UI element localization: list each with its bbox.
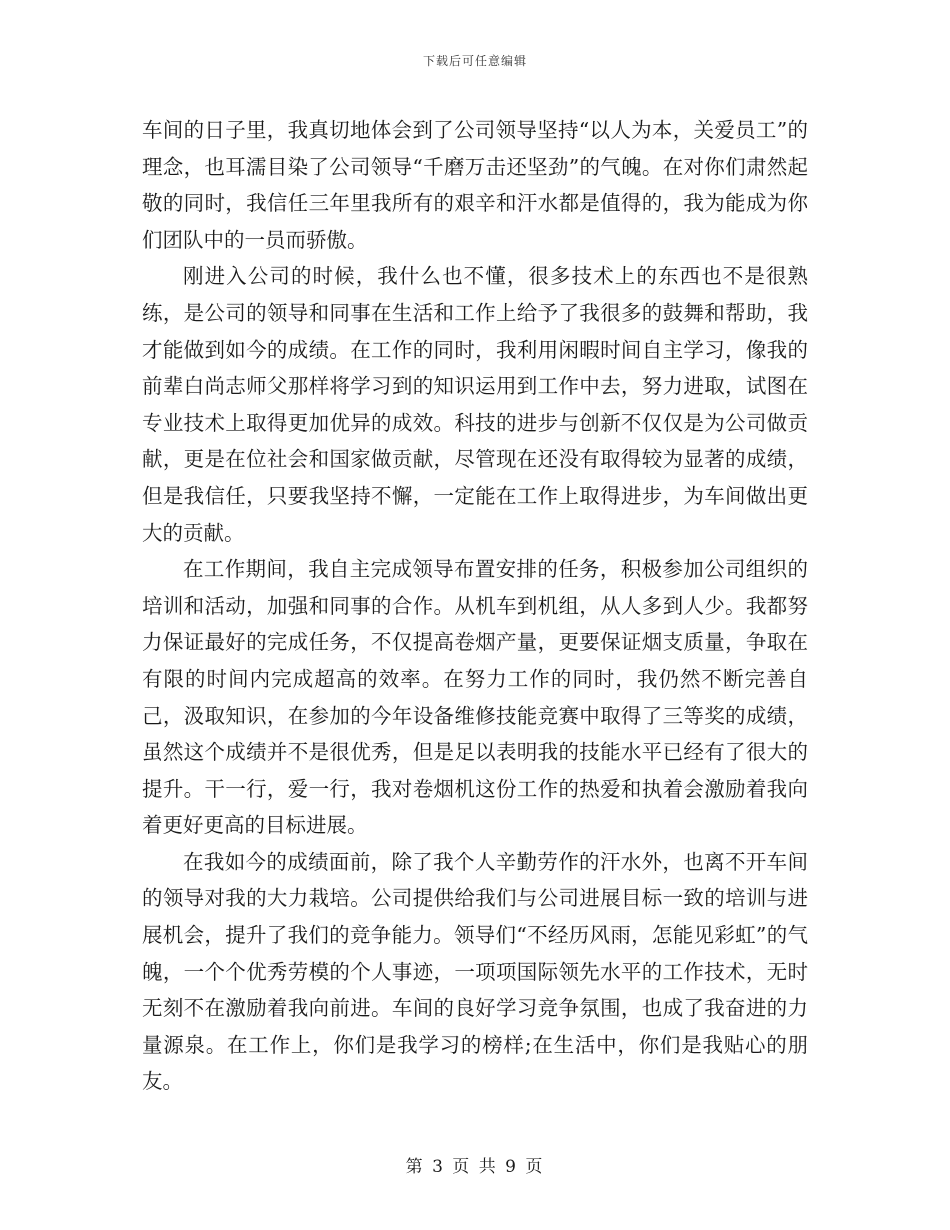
document-body (142, 112, 808, 1100)
paragraph-1: 车间的日子里，我真切地体会到了公司领导坚持“以人为本，关爱员工”的理念，也耳濡目染了公司领导“千磨万击还坚劲”的气魄。在对你们肃然起敬的同时，我信任三年里我所有的艰辛和汗水都是值得的，我为能成为你们团队中的一员而骄傲。 (142, 118, 808, 252)
paragraph-4: 在我如今的成绩面前，除了我个人辛勤劳作的汗水外，也离不开车间的领导对我的大力栽培。公司提供给我们与公司进展目标一致的培训与进展机会，提升了我们的竞争能力。领导们“不经历风雨，怎能见彩虹”的气魄，一个个优秀劳模的个人事迹，一项项国际领先水平的工作技术，无时无刻不在激励着我向前进。车间的良好学习竞争氛围，也成了我奋进的力量源泉。在工作上，你们是我学习的榜样;在生活中，你们是我贴心的朋友。 (142, 849, 808, 1094)
page-header: 下载后可任意编辑 (422, 54, 527, 68)
paragraph-2: 刚进入公司的时候，我什么也不懂，很多技术上的东西也不是很熟练，是公司的领导和同事在生活和工作上给予了我很多的鼓舞和帮助，我才能做到如今的成绩。在工作的同时，我利用闲暇时间自主学习，像我的前辈白尚志师父那样将学习到的知识运用到工作中去，努力进取，试图在专业技术上取得更加优异的成效。科技的进步与创新不仅仅是为公司做贡献，更是在位社会和国家做贡献，尽管现在还没有取得较为显著的成绩，但是我信任，只要我坚持不懈，一定能在工作上取得进步，为车间做出更大的贡献。 (142, 264, 808, 545)
page-number-footer: 第 3 页 共 9 页 (405, 1157, 545, 1177)
paragraph-3: 在工作期间，我自主完成领导布置安排的任务，积极参加公司组织的培训和活动，加强和同事的合作。从机车到机组，从人多到人少。我都努力保证最好的完成任务，不仅提高卷烟产量，更要保证烟支质量，争取在有限的时间内完成超高的效率。在努力工作的同时，我仍然不断完善自己，汲取知识，在参加的今年设备维修技能竞赛中取得了三等奖的成绩，虽然这个成绩并不是很优秀，但是足以表明我的技能水平已经有了很大的提升。干一行，爱一行，我对卷烟机这份工作的热爱和执着会激励着我向着更好更高的目标进展。 (142, 557, 808, 838)
